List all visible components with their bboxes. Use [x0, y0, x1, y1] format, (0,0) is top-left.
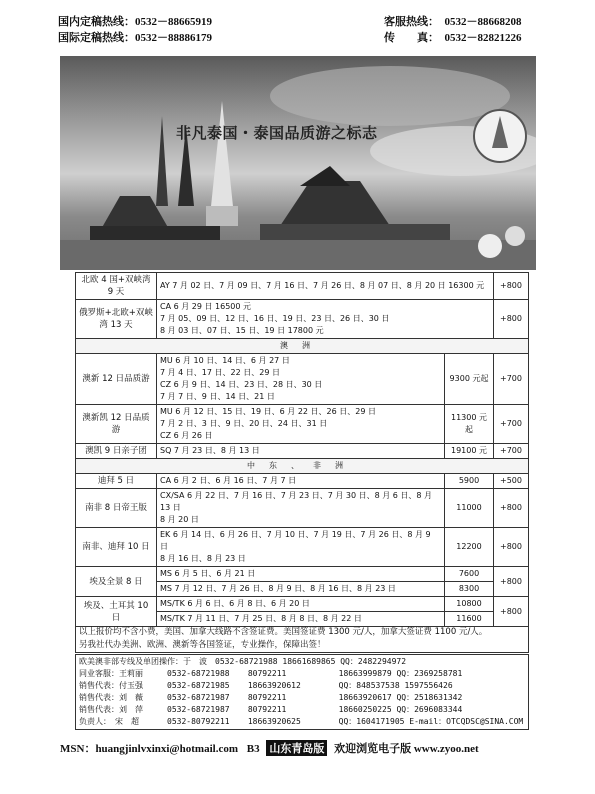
contact-row: 同业客服：王莉丽 0532-68721988 80792211 18663999879 QQ：2369258781 [79, 669, 463, 678]
single-supplement: +500 [494, 474, 529, 489]
single-supplement: +800 [494, 597, 529, 627]
tour-price: 11600 [445, 612, 494, 627]
tour-name: 俄罗斯+北欧+双峡湾 13 天 [76, 300, 157, 339]
table-row [76, 354, 529, 405]
section-header [76, 339, 529, 354]
tour-dates: EK 6 月 14 日、6 月 26 日、7 月 10 日、7 月 19 日、7 月 26 日、8 月 9 日 8 月 16 日、8 月 23 日 [157, 528, 445, 567]
section-title-middle-east: 中东、非洲 [76, 459, 529, 474]
tour-dates: MU 6 月 10 日、14 日、6 月 27 日 7 月 4 日、17 日、22 日、29 日 CZ 6 月 9 日、14 日、23 日、28 日、30 日 7 月 7 日、9 日、14 日、21 日 [157, 354, 445, 405]
temple-illustration [60, 56, 536, 270]
contact-row: 销售代表：刘 薇 0532-68721987 80792211 18663920617 QQ：2518631342 [79, 693, 463, 702]
tour-price: 5900 [445, 474, 494, 489]
single-supplement: +700 [494, 405, 529, 444]
note-line: 以上报价均不含小费，美国、加拿大线路不含签证费。美国签证费 1300 元/人，加拿大签证费 1100 元/人。 [79, 627, 488, 637]
tour-dates: MS/TK 6 月 6 日、6 月 8 日、6 月 20 日 [157, 597, 445, 612]
tour-name: 澳凯 9 日亲子团 [76, 444, 157, 459]
note-line: 另我社代办美洲、欧洲、澳新等各国签证，专业操作，保障出签！ [79, 640, 326, 650]
tour-name: 澳新 12 日品质游 [76, 354, 157, 405]
tour-price: 19100 元 [445, 444, 494, 459]
tour-dates: SQ 7 月 23 日、8 月 13 日 [157, 444, 445, 459]
thailand-temple-banner [60, 56, 536, 270]
tour-price: 12200 [445, 528, 494, 567]
banner-slogan: 非凡泰国・泰国品质游之标志 [176, 124, 378, 142]
table-row [76, 528, 529, 567]
tour-name: 迪拜 5 日 [76, 474, 157, 489]
tour-price-table [75, 272, 529, 627]
contact-row: 负责人： 宋 超 0532-80792211 18663920625 QQ：1604171905 E-mail：OTCQDSC@SINA.COM [79, 717, 524, 726]
tour-dates: AY 7 月 02 日、7 月 09 日、7 月 16 日、7 月 26 日、8 月 07 日、8 月 20 日 16300 元 [157, 273, 494, 300]
single-supplement: +800 [494, 273, 529, 300]
section-title-australia: 澳洲 [76, 339, 529, 354]
contact-list [75, 654, 529, 730]
tour-dates: MS 7 月 12 日、7 月 26 日、8 月 9 日、8 月 16 日、8 月 23 日 [157, 582, 445, 597]
tour-dates: CA 6 月 2 日、6 月 16 日、7 月 7 日 [157, 474, 445, 489]
tour-name: 埃及全景 8 日 [76, 567, 157, 597]
single-supplement: +700 [494, 444, 529, 459]
table-row [76, 444, 529, 459]
tour-dates: MS/TK 7 月 11 日、7 月 25 日、8 月 8 日、8 月 22 日 [157, 612, 445, 627]
single-supplement: +700 [494, 354, 529, 405]
page-footer [60, 740, 540, 756]
table-row [76, 405, 529, 444]
edition-stamp: 山东青岛版 [266, 740, 327, 756]
tour-price: 11000 [445, 489, 494, 528]
tour-dates: MS 6 月 5 日、6 月 21 日 [157, 567, 445, 582]
table-row [76, 273, 529, 300]
fax-line: 传 真： 0532－82821226 [384, 32, 522, 44]
tour-name: 北欧 4 国+双峡湾 9 天 [76, 273, 157, 300]
tour-price: 9300 元起 [445, 354, 494, 405]
single-supplement: +800 [494, 489, 529, 528]
single-supplement: +800 [494, 567, 529, 597]
tour-dates: MU 6 月 12 日、15 日、19 日、6 月 22 日、26 日、29 日 7 月 2 日、3 日、9 日、20 日、24 日、31 日 CZ 6 月 26 日 [157, 405, 445, 444]
service-hotline: 客服热线： 0532－88668208 [384, 16, 522, 28]
page-number: B3 [246, 743, 260, 755]
table-row [76, 300, 529, 339]
domestic-hotlines [58, 14, 212, 46]
table-row [76, 474, 529, 489]
table-row [76, 567, 529, 582]
tour-name: 南非、迪拜 10 日 [76, 528, 157, 567]
contact-row: 销售代表：刘 萍 0532-68721987 80792211 18660250225 QQ：2696083344 [79, 705, 463, 714]
contact-head: 欧美澳非部专线及单团操作：于 波 0532-68721988 18661689865 QQ：2482294972 [79, 657, 407, 666]
tour-dates: CX/SA 6 月 22 日、7 月 16 日、7 月 23 日、7 月 30 日、8 月 6 日、8 月 13 日 8 月 20 日 [157, 489, 445, 528]
service-hotlines [384, 14, 522, 46]
tour-price: 8300 [445, 582, 494, 597]
contact-row: 销售代表：付玉强 0532-68721985 18663920612 QQ：848537538 1597556426 [79, 681, 453, 690]
tour-price: 10800 [445, 597, 494, 612]
intl-hotline: 国际定稿热线：0532－88886179 [58, 32, 212, 44]
table-row [76, 597, 529, 612]
tour-dates: CA 6 月 29 日 16500 元 7 月 05、09 日、12 日、16 日、19 日、23 日、26 日、30 日 8 月 03 日、07 日、15 日、19 日 17800 元 [157, 300, 494, 339]
single-supplement: +800 [494, 528, 529, 567]
single-supplement: +800 [494, 300, 529, 339]
tour-name: 南非 8 日帝王版 [76, 489, 157, 528]
msn-contact: MSN：huangjinlvxinxi@hotmail.com [60, 743, 239, 755]
section-header [76, 459, 529, 474]
tour-price: 11300 元起 [445, 405, 494, 444]
tour-name: 澳新凯 12 日品质游 [76, 405, 157, 444]
website-link[interactable]: 欢迎浏览电子版 www.zyoo.net [334, 743, 479, 755]
domestic-hotline: 国内定稿热线：0532－88665919 [58, 16, 212, 28]
tour-price: 7600 [445, 567, 494, 582]
table-row [76, 489, 529, 528]
tour-name: 埃及、土耳其 10 日 [76, 597, 157, 627]
price-notes [75, 626, 529, 653]
